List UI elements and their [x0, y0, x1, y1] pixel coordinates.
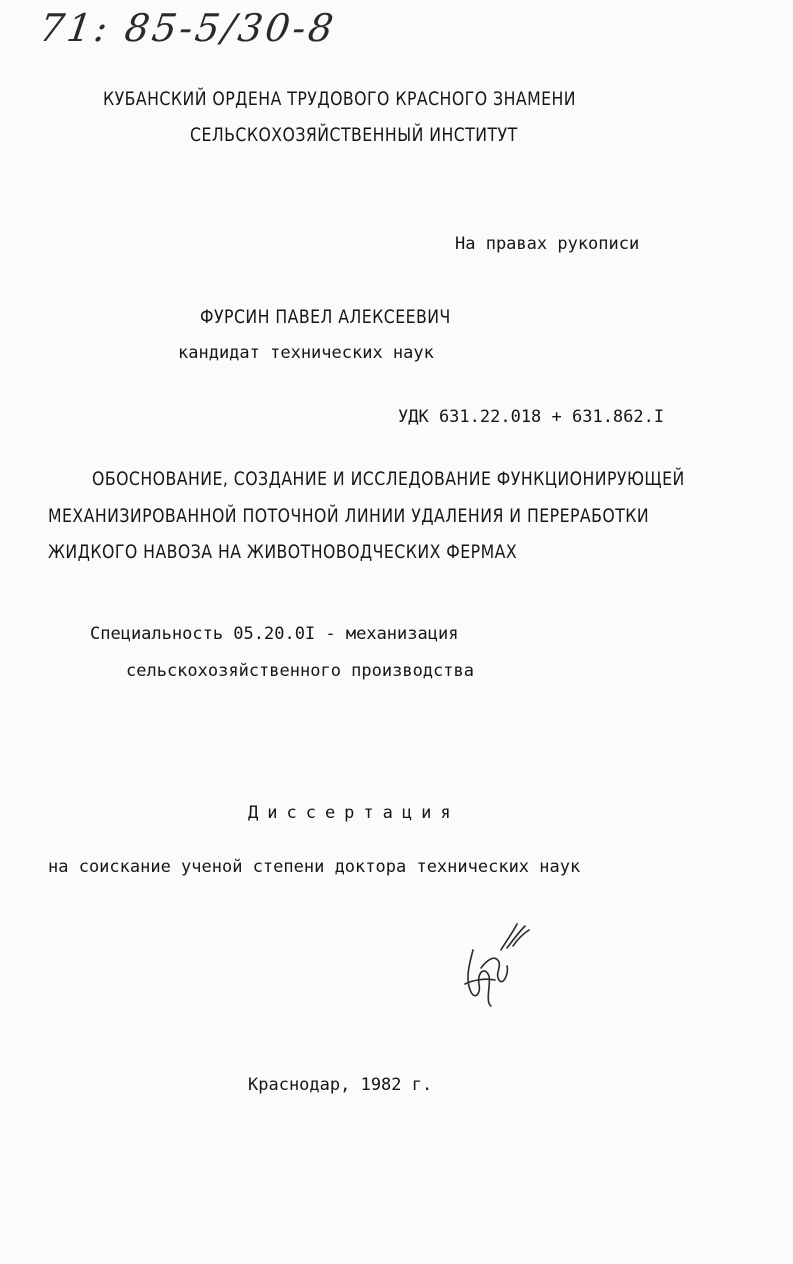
city-year: Краснодар, 1982 г. — [248, 1075, 433, 1095]
title-line-1: ОБОСНОВАНИЕ, СОЗДАНИЕ И ИССЛЕДОВАНИЕ ФУНКЦИОНИРУЮЩЕЙ — [92, 468, 685, 490]
degree-sought: на соискание ученой степени доктора технических наук — [48, 857, 581, 877]
udc-code: УДК 631.22.018 + 631.862.I — [398, 407, 665, 427]
institution-line-1: КУБАНСКИЙ ОРДЕНА ТРУДОВОГО КРАСНОГО ЗНАМЕНИ — [103, 88, 577, 110]
archive-number-handwritten: 71: 85-5/30-8 — [36, 6, 339, 50]
specialty-line-2: сельскохозяйственного производства — [126, 661, 474, 681]
institution-line-2: СЕЛЬСКОХОЗЯЙСТВЕННЫЙ ИНСТИТУТ — [190, 124, 518, 146]
manuscript-note: На правах рукописи — [455, 234, 640, 254]
author-name: ФУРСИН ПАВЕЛ АЛЕКСЕЕВИЧ — [200, 306, 451, 328]
signature-image — [455, 910, 535, 1010]
work-type: Диссертация — [248, 803, 460, 823]
specialty-line-1: Специальность 05.20.0I - механизация — [90, 624, 459, 644]
author-degree: кандидат технических наук — [178, 343, 434, 363]
title-line-2: МЕХАНИЗИРОВАННОЙ ПОТОЧНОЙ ЛИНИИ УДАЛЕНИЯ И ПЕРЕРАБОТКИ — [48, 505, 650, 527]
title-line-3: ЖИДКОГО НАВОЗА НА ЖИВОТНОВОДЧЕСКИХ ФЕРМАХ — [48, 541, 518, 563]
